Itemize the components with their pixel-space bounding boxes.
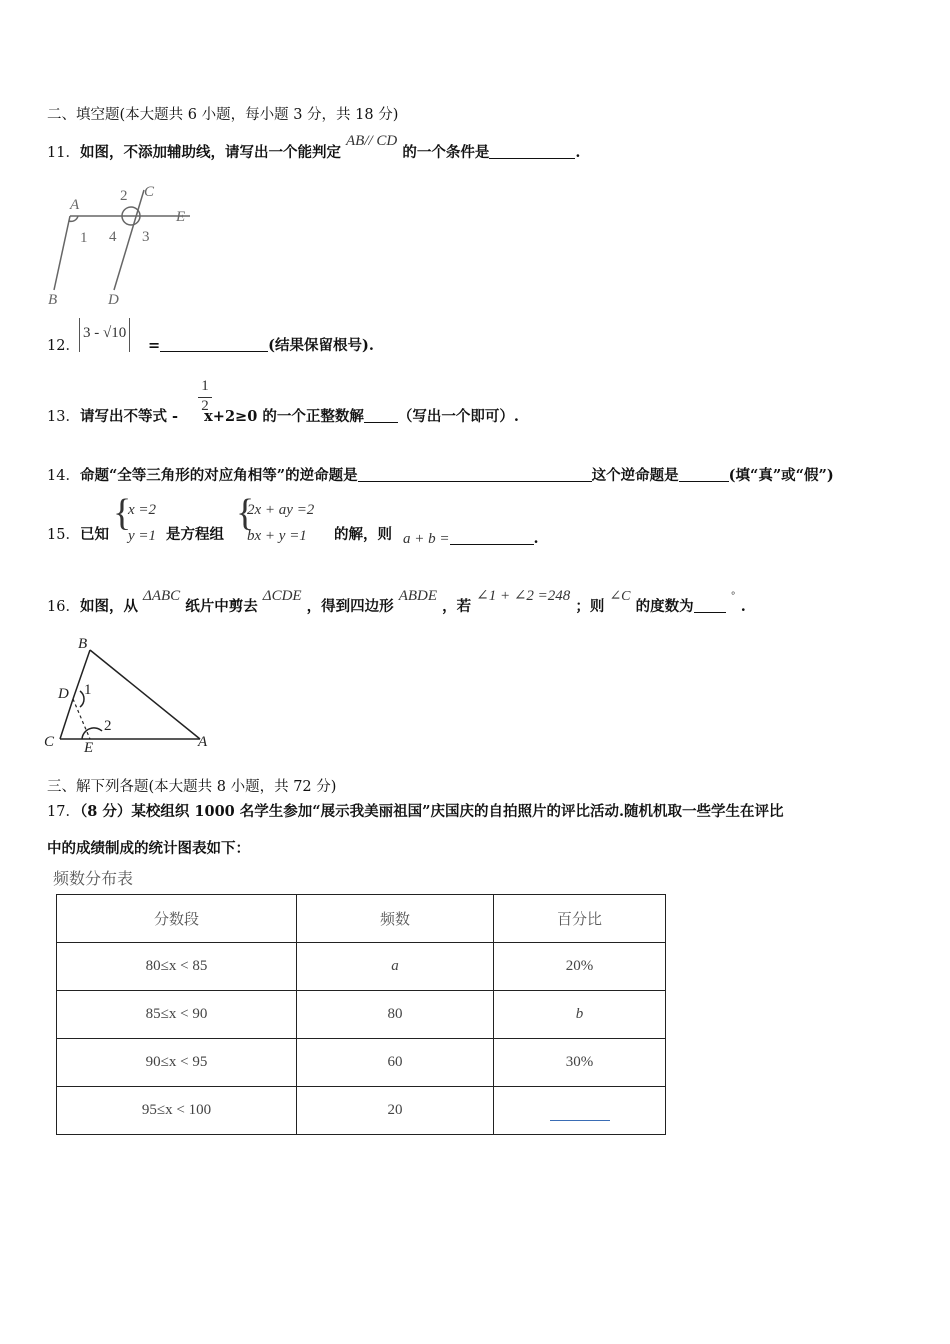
q11-text-2: 的一个条件是 <box>402 144 490 161</box>
q12-answer-part <box>148 334 374 355</box>
q12-number: 12． <box>47 338 80 354</box>
q13-text-3: （写出一个即可）. <box>397 408 519 425</box>
cell-percentage: 30% <box>494 1039 666 1087</box>
table-row <box>57 991 666 1039</box>
q16-expression-1: ΔABC <box>143 588 181 604</box>
fig11-angle-1: 1 <box>80 230 88 246</box>
angle-2-arc <box>82 728 102 739</box>
cell-frequency: 80 <box>297 991 494 1039</box>
q15-brace-1: { <box>113 492 132 534</box>
question-15 <box>47 523 109 544</box>
question-11 <box>47 133 581 162</box>
fig16-label-b: B <box>78 636 88 652</box>
frequency-table <box>56 894 666 1135</box>
q15-system-2 <box>247 497 314 549</box>
question-13 <box>47 405 519 426</box>
q11-figure <box>40 178 210 310</box>
section-2-title: 二、填空题(本大题共 6 小题，每小题 3 分，共 18 分) <box>47 107 399 123</box>
cell-range: 80≤x < 85 <box>57 943 297 991</box>
table-row <box>57 943 666 991</box>
q12-expression: 3 - √10 <box>83 325 127 341</box>
q11-end: . <box>575 144 581 161</box>
q15-system-2-line-2: bx + y =1 <box>247 528 307 544</box>
q13-text-1: 请写出不等式 - <box>79 408 179 425</box>
cell-range: 95≤x < 100 <box>57 1087 297 1135</box>
fig16-label-a: A <box>198 734 208 750</box>
q13-answer-blank[interactable] <box>364 408 398 423</box>
q16-expression-2: ΔCDE <box>262 588 302 604</box>
q16-figure <box>40 630 215 758</box>
cell-percentage: 20% <box>494 943 666 991</box>
q15-expression: a + b = <box>403 531 450 547</box>
q15-system-1-line-2: y =1 <box>128 528 157 544</box>
fig11-label-a: A <box>70 197 80 213</box>
q13-fraction <box>198 378 212 415</box>
table-row <box>57 1087 666 1135</box>
q16-answer-blank[interactable] <box>694 598 726 613</box>
side-dc <box>60 699 73 739</box>
fig16-label-c: C <box>44 734 55 750</box>
q17-text-1: （8 分）某校组织 1000 名学生参加“展示我美丽祖国”庆国庆的自拍照片的评比活动.随机机取一些学生在评比 <box>79 803 784 820</box>
header-frequency: 频数 <box>297 895 494 943</box>
fig11-label-d: D <box>108 292 119 308</box>
q15-system-1-line-1: x =2 <box>128 502 157 518</box>
q15-text-3: 的解，则 <box>334 526 392 543</box>
question-16 <box>47 588 927 616</box>
question-17-line-2: 中的成绩制成的统计图表如下： <box>47 840 250 857</box>
header-percentage: 百分比 <box>494 895 666 943</box>
line-ab <box>54 216 70 290</box>
fig16-label-e: E <box>84 740 94 756</box>
q15-end: . <box>533 530 539 547</box>
q14-number: 14． <box>47 468 80 484</box>
q16-text-5: ；则 <box>575 598 605 615</box>
fig16-angle-2: 2 <box>104 718 112 734</box>
header-score-range: 分数段 <box>57 895 297 943</box>
q15-text-2: 是方程组 <box>166 526 224 543</box>
table-header-row <box>57 895 666 943</box>
question-17-line-1 <box>47 800 784 821</box>
q16-end: . <box>740 598 746 615</box>
q16-text-6: 的度数为 <box>635 598 694 615</box>
q15-answer-part <box>403 530 539 548</box>
q16-text-3: ，得到四边形 <box>306 598 394 615</box>
cell-percentage-blank[interactable] <box>494 1087 666 1135</box>
fig16-angle-1: 1 <box>84 682 92 698</box>
q11-number: 11． <box>47 145 80 161</box>
q15-number: 15． <box>47 527 80 543</box>
q16-degree: ° <box>730 591 736 602</box>
cell-percentage: b <box>494 991 666 1039</box>
fig11-label-b: B <box>48 292 58 308</box>
q14-text-3: (填“真”或“假”) <box>728 467 834 484</box>
q14-answer-blank-2[interactable] <box>679 467 729 482</box>
q15-text-1: 已知 <box>79 526 109 543</box>
frequency-table-title: 频数分布表 <box>53 869 134 888</box>
q13-text-2: x+2≥0 的一个正整数解 <box>204 408 364 425</box>
q11-answer-blank[interactable] <box>489 144 575 159</box>
q16-text-4: ，若 <box>442 598 472 615</box>
q12-answer-blank[interactable] <box>160 337 268 352</box>
cell-range: 90≤x < 95 <box>57 1039 297 1087</box>
q16-expression-5: ∠C <box>609 589 631 604</box>
question-14 <box>47 464 834 485</box>
fig11-angle-3: 3 <box>142 229 150 245</box>
q15-system-1 <box>128 497 156 549</box>
fig11-label-c: C <box>144 184 155 200</box>
q16-text-1: 如图，从 <box>79 598 138 615</box>
cell-frequency: 60 <box>297 1039 494 1087</box>
cell-frequency: a <box>297 943 494 991</box>
cell-range: 85≤x < 90 <box>57 991 297 1039</box>
q11-expression: AB// CD <box>346 133 398 149</box>
q16-text-2: 纸片中剪去 <box>185 598 258 615</box>
q13-number: 13． <box>47 409 80 425</box>
q16-number: 16． <box>47 599 80 615</box>
q13-fraction-numerator: 1 <box>201 378 209 394</box>
fig11-angle-4: 4 <box>109 229 117 245</box>
q15-system-2-line-1: 2x + ay =2 <box>247 502 315 518</box>
percentage-answer-blank[interactable] <box>550 1106 610 1121</box>
q14-answer-blank-1[interactable] <box>358 467 592 482</box>
q15-brace-2: { <box>236 492 255 534</box>
q14-text-2: 这个逆命题是 <box>591 467 679 484</box>
cell-frequency: 20 <box>297 1087 494 1135</box>
q15-answer-blank[interactable] <box>450 530 534 545</box>
table-row <box>57 1039 666 1087</box>
section-3-title: 三、解下列各题(本大题共 8 小题，共 72 分) <box>47 779 337 795</box>
line-cd <box>114 190 144 290</box>
q12-absolute-value <box>79 318 130 352</box>
q16-expression-4: ∠1 + ∠2 =248 <box>476 588 571 604</box>
fig11-label-e: E <box>176 209 186 225</box>
q11-text-1: 如图，不添加辅助线，请写出一个能判定 <box>79 144 341 161</box>
fig16-label-d: D <box>58 686 69 702</box>
q12-equals: = <box>148 337 161 354</box>
q12-note: (结果保留根号). <box>268 337 374 354</box>
q13-fraction-denominator: 2 <box>198 397 212 415</box>
q17-number: 17． <box>47 804 80 820</box>
q14-text-1: 命题“全等三角形的对应角相等”的逆命题是 <box>79 467 358 484</box>
fig11-angle-2: 2 <box>120 188 128 204</box>
question-12 <box>47 334 80 355</box>
q16-expression-3: ABDE <box>398 588 438 604</box>
